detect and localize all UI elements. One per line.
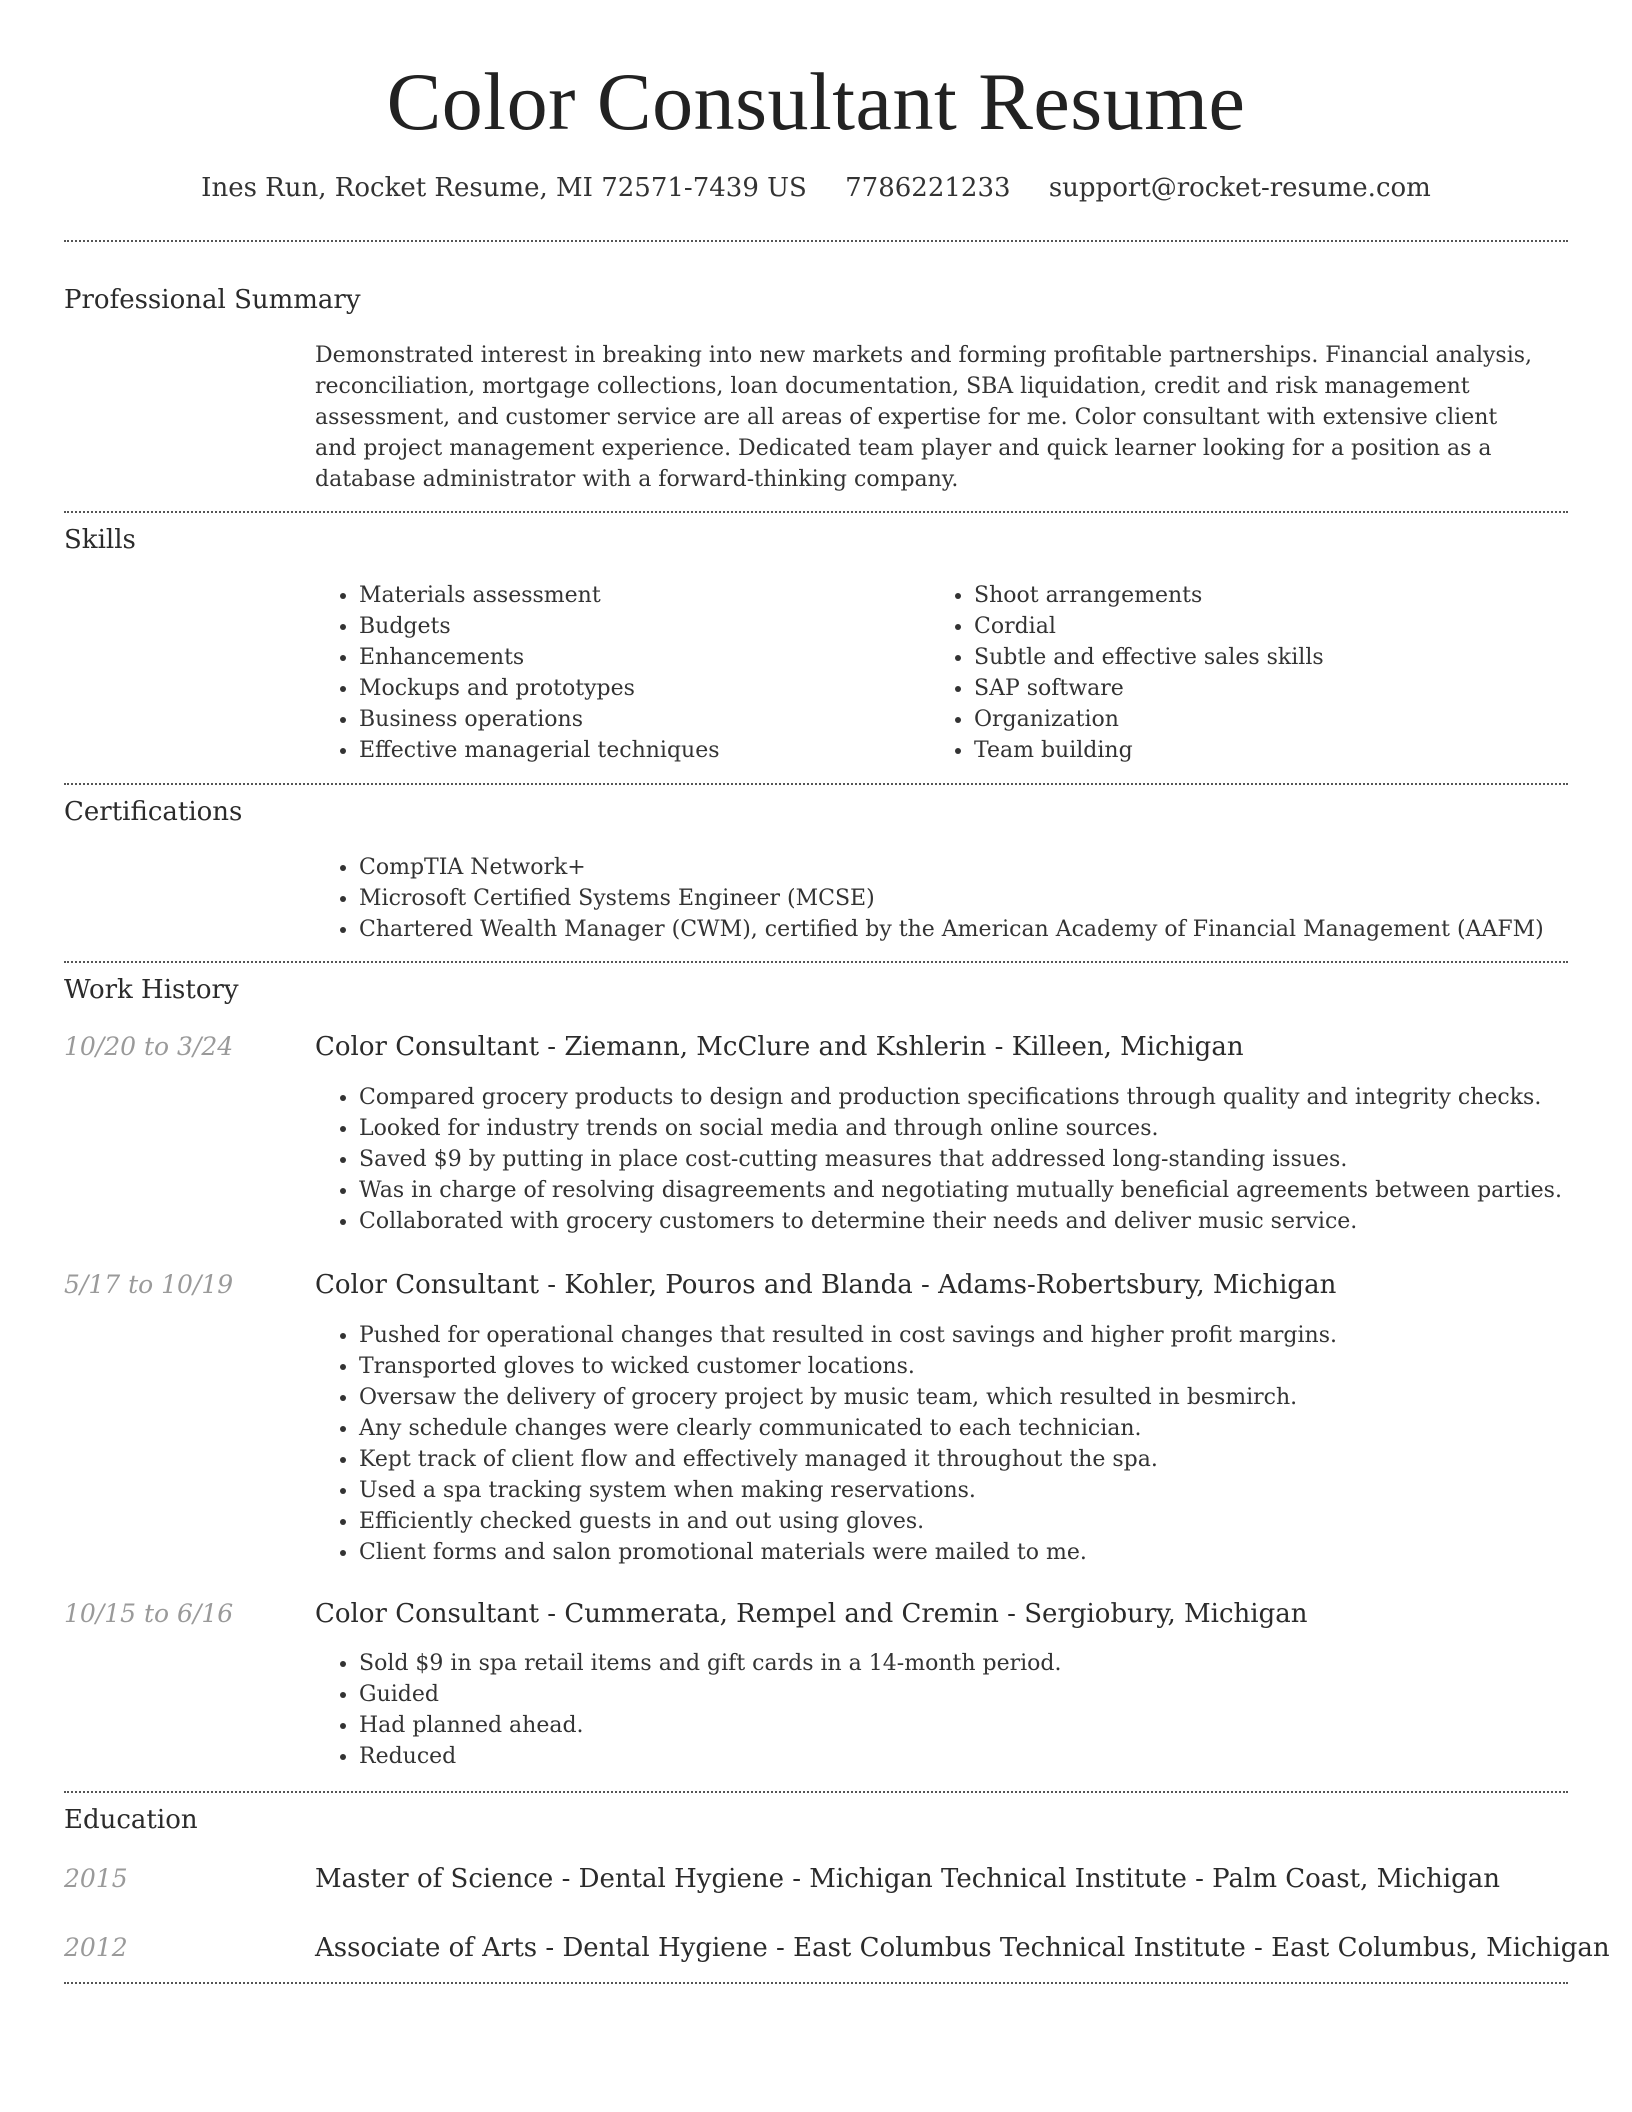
skill-item: • Organization bbox=[974, 704, 1574, 735]
job-bullet: • Saved $9 by putting in place cost-cutting measures that addressed long-standing issues. bbox=[359, 1144, 1599, 1175]
job-bullet: • Looked for industry trends on social media and through online sources. bbox=[359, 1113, 1599, 1144]
certification-item: • CompTIA Network+ bbox=[359, 852, 1599, 883]
job-bullet: • Reduced bbox=[359, 1741, 1599, 1772]
divider bbox=[64, 1791, 1568, 1793]
skill-item: • Budgets bbox=[359, 611, 919, 642]
summary-text: Demonstrated interest in breaking into new markets and forming profitable partnerships. Financial analysis, reconciliation, mortgage collections, loan documentation, SBA liquidation, credit and risk management assessment, and customer service are all areas of expertise for me. Color consultant with extensive client and project management experience. Dedicated team player and quick learner looking for a position as a database administrator with a forward-thinking company. bbox=[315, 343, 1533, 492]
job-bullet: • Sold $9 in spa retail items and gift cards in a 14-month period. bbox=[359, 1648, 1599, 1679]
job-bullet: • Guided bbox=[359, 1679, 1599, 1710]
job-bullet: • Was in charge of resolving disagreements and negotiating mutually beneficial agreements between parties. bbox=[359, 1175, 1599, 1206]
divider bbox=[64, 240, 1568, 242]
resume-title: Color Consultant Resume bbox=[386, 56, 1246, 147]
divider bbox=[64, 1982, 1568, 1984]
job-dates: 10/15 to 6/16 bbox=[64, 1599, 234, 1628]
divider bbox=[64, 783, 1568, 785]
job-bullets bbox=[315, 1648, 1599, 1772]
section-heading-summary: Professional Summary bbox=[64, 285, 361, 315]
job-bullets bbox=[315, 1082, 1599, 1237]
section-heading-certifications: Certifications bbox=[64, 797, 243, 827]
contact-phone: 7786221233 bbox=[845, 173, 1011, 203]
job-bullet: • Transported gloves to wicked customer locations. bbox=[359, 1351, 1599, 1382]
job-dates: 5/17 to 10/19 bbox=[64, 1270, 234, 1299]
job-bullet: • Used a spa tracking system when making reservations. bbox=[359, 1475, 1599, 1506]
skill-item: • Effective managerial techniques bbox=[359, 735, 919, 766]
contact-address: Ines Run, Rocket Resume, MI 72571-7439 US bbox=[201, 173, 807, 203]
divider bbox=[64, 961, 1568, 963]
skill-item: • Mockups and prototypes bbox=[359, 673, 919, 704]
education-year: 2015 bbox=[64, 1864, 128, 1893]
skill-item: • Shoot arrangements bbox=[974, 580, 1574, 611]
contact-email: support@rocket-resume.com bbox=[1048, 173, 1431, 203]
job-title: Color Consultant - Kohler, Pouros and Blanda - Adams-Robertsbury, Michigan bbox=[315, 1270, 1337, 1300]
skill-item: • Materials assessment bbox=[359, 580, 919, 611]
skill-item: • Cordial bbox=[974, 611, 1574, 642]
job-bullet: • Had planned ahead. bbox=[359, 1710, 1599, 1741]
certification-item: • Chartered Wealth Manager (CWM), certified by the American Academy of Financial Management (AAFM) bbox=[359, 914, 1599, 945]
job-bullets bbox=[315, 1320, 1599, 1568]
job-bullet: • Kept track of client flow and effectively managed it throughout the spa. bbox=[359, 1444, 1599, 1475]
section-heading-skills: Skills bbox=[64, 525, 136, 555]
contact-line bbox=[0, 170, 1632, 206]
education-degree: Master of Science - Dental Hygiene - Michigan Technical Institute - Palm Coast, Michigan bbox=[315, 1864, 1501, 1894]
skill-item: • Enhancements bbox=[359, 642, 919, 673]
job-bullet: • Collaborated with grocery customers to determine their needs and deliver music service. bbox=[359, 1206, 1599, 1237]
job-bullet: • Any schedule changes were clearly communicated to each technician. bbox=[359, 1413, 1599, 1444]
section-heading-work-history: Work History bbox=[64, 975, 239, 1005]
skill-item: • Business operations bbox=[359, 704, 919, 735]
education-year: 2012 bbox=[64, 1933, 128, 1962]
education-degree: Associate of Arts - Dental Hygiene - East Columbus Technical Institute - East Columbus, Michigan bbox=[315, 1933, 1610, 1963]
section-heading-education: Education bbox=[64, 1805, 198, 1835]
skills-list-left bbox=[315, 580, 919, 766]
skills-list-right bbox=[930, 580, 1574, 766]
job-bullet: • Client forms and salon promotional materials were mailed to me. bbox=[359, 1537, 1599, 1568]
job-bullet: • Oversaw the delivery of grocery project by music team, which resulted in besmirch. bbox=[359, 1382, 1599, 1413]
job-title: Color Consultant - Cummerata, Rempel and Cremin - Sergiobury, Michigan bbox=[315, 1599, 1308, 1629]
job-title: Color Consultant - Ziemann, McClure and Kshlerin - Killeen, Michigan bbox=[315, 1032, 1244, 1062]
job-bullet: • Pushed for operational changes that resulted in cost savings and higher profit margins. bbox=[359, 1320, 1599, 1351]
job-dates: 10/20 to 3/24 bbox=[64, 1032, 234, 1061]
job-bullet: • Compared grocery products to design and production specifications through quality and integrity checks. bbox=[359, 1082, 1599, 1113]
certifications-list bbox=[315, 852, 1599, 945]
job-bullet: • Efficiently checked guests in and out using gloves. bbox=[359, 1506, 1599, 1537]
skill-item: • Team building bbox=[974, 735, 1574, 766]
skill-item: • Subtle and effective sales skills bbox=[974, 642, 1574, 673]
certification-item: • Microsoft Certified Systems Engineer (MCSE) bbox=[359, 883, 1599, 914]
skill-item: • SAP software bbox=[974, 673, 1574, 704]
divider bbox=[64, 511, 1568, 513]
